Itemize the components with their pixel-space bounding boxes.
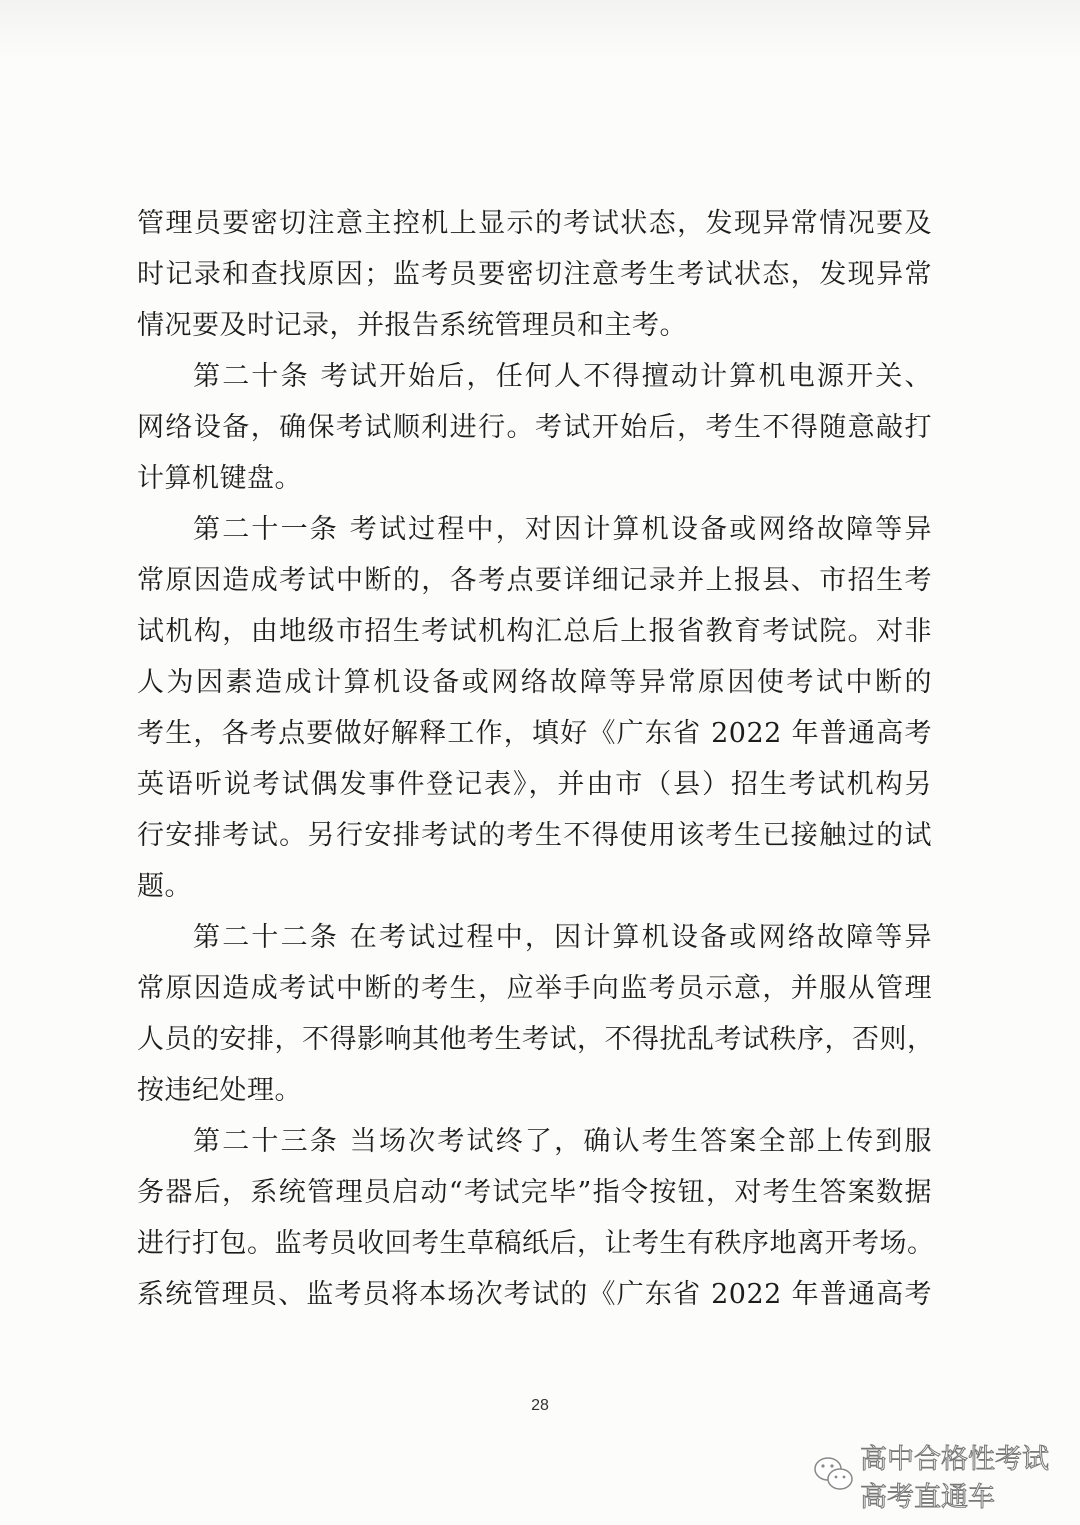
text-line: 试机构，由地级市招生考试机构汇总后上报省教育考试院。对非 [137,616,932,647]
text-line: 考生，各考点要做好解释工作，填好《广东省 2022 年普通高考 [137,718,932,749]
text-line: 网络设备，确保考试顺利进行。考试开始后，考生不得随意敲打 [137,412,932,443]
wechat-icon [812,1454,856,1494]
text-line: 进行打包。监考员收回考生草稿纸后，让考生有秩序地离开考场。 [137,1228,935,1259]
text-line: 第二十二条 在考试过程中，因计算机设备或网络故障等异 [193,922,932,953]
watermark [812,1440,1074,1520]
page-number: 28 [531,1397,549,1414]
text-line: 英语听说考试偶发事件登记表》，并由市（县）招生考试机构另 [137,769,932,800]
text-line: 务器后，系统管理员启动“考试完毕”指令按钮，对考生答案数据 [137,1177,932,1208]
document-body [137,198,935,1320]
text-line: 管理员要密切注意主控机上显示的考试状态，发现异常情况要及 [137,208,932,239]
text-line: 第二十条 考试开始后，任何人不得擅动计算机电源开关、 [193,361,932,392]
text-line: 计算机键盘。 [137,463,302,494]
text-line: 行安排考试。另行安排考试的考生不得使用该考生已接触过的试 [137,820,932,851]
watermark-text-a: 高中合格性考试 [860,1444,1049,1475]
text-line: 人员的安排，不得影响其他考生考试，不得扰乱考试秩序，否则， [137,1024,935,1055]
text-line: 第二十三条 当场次考试终了，确认考生答案全部上传到服 [193,1126,932,1157]
text-line: 第二十一条 考试过程中，对因计算机设备或网络故障等异 [193,514,932,545]
text-line: 常原因造成考试中断的考生，应举手向监考员示意，并服从管理 [137,973,932,1004]
text-line: 时记录和查找原因；监考员要密切注意考生考试状态，发现异常 [137,259,932,290]
text-line: 情况要及时记录，并报告系统管理员和主考。 [137,310,687,341]
text-line: 题。 [137,871,192,902]
watermark-text-b: 高考直通车 [860,1482,995,1513]
text-line: 系统管理员、监考员将本场次考试的《广东省 2022 年普通高考 [137,1279,932,1310]
text-line: 常原因造成考试中断的，各考点要详细记录并上报县、市招生考 [137,565,932,596]
text-line: 按违纪处理。 [137,1075,302,1106]
text-line: 人为因素造成计算机设备或网络故障等异常原因使考试中断的 [137,667,932,698]
